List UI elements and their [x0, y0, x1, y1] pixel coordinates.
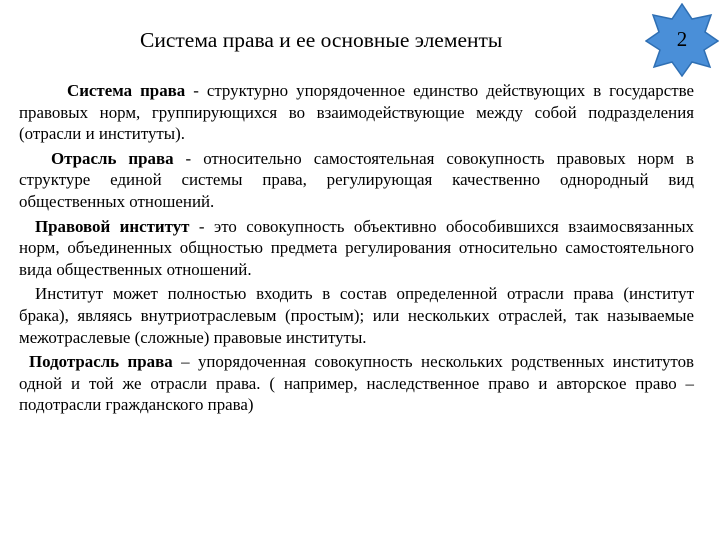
slide-body — [19, 80, 694, 416]
institution-scope-text: Институт может полностью входить в состав определенной отрасли права (институт брака), являясь внутриотраслевым (простым); или нескольких отраслей, так называемые межотраслевые (сложные) правовые институты. — [19, 284, 694, 347]
definition-system-of-law: - структурно упорядоченное единство действующих в государстве правовых норм, группирующихся во взаимодействующие между собой подразделения (отрасли и институты). — [19, 81, 694, 144]
paragraph-branch-of-law — [19, 148, 694, 213]
term-branch-of-law: Отрасль права — [51, 148, 174, 168]
paragraph-legal-institution — [19, 216, 694, 281]
term-system-of-law: Система права — [67, 81, 186, 100]
page-number: 2 — [676, 27, 688, 51]
definition-legal-institution: - это совокупность объективно обособившихся взаимосвязанных норм, объединенных общностью предмета регулирования относительно самостоятельного вида общественных отношений. — [19, 216, 694, 279]
term-sub-branch: Подотрасль права — [29, 352, 173, 372]
paragraph-institution-scope — [19, 283, 694, 348]
paragraph-system-of-law — [19, 80, 694, 145]
page-number-badge — [645, 3, 719, 77]
slide-title: Система права и ее основные элементы — [140, 28, 503, 52]
definition-branch-of-law: - относительно самостоятельная совокупность правовых норм в структуре единой системы права, регулирующая качественно однородный вид общественных отношений. — [19, 148, 695, 211]
term-legal-institution: Правовой институт — [35, 216, 190, 236]
paragraph-sub-branch — [19, 351, 694, 416]
definition-sub-branch: – упорядоченная совокупность нескольких родственных институтов одной и той же отрасли права. ( например, наследственное право и авторское право – подотрасли гражданского права) — [19, 352, 694, 415]
